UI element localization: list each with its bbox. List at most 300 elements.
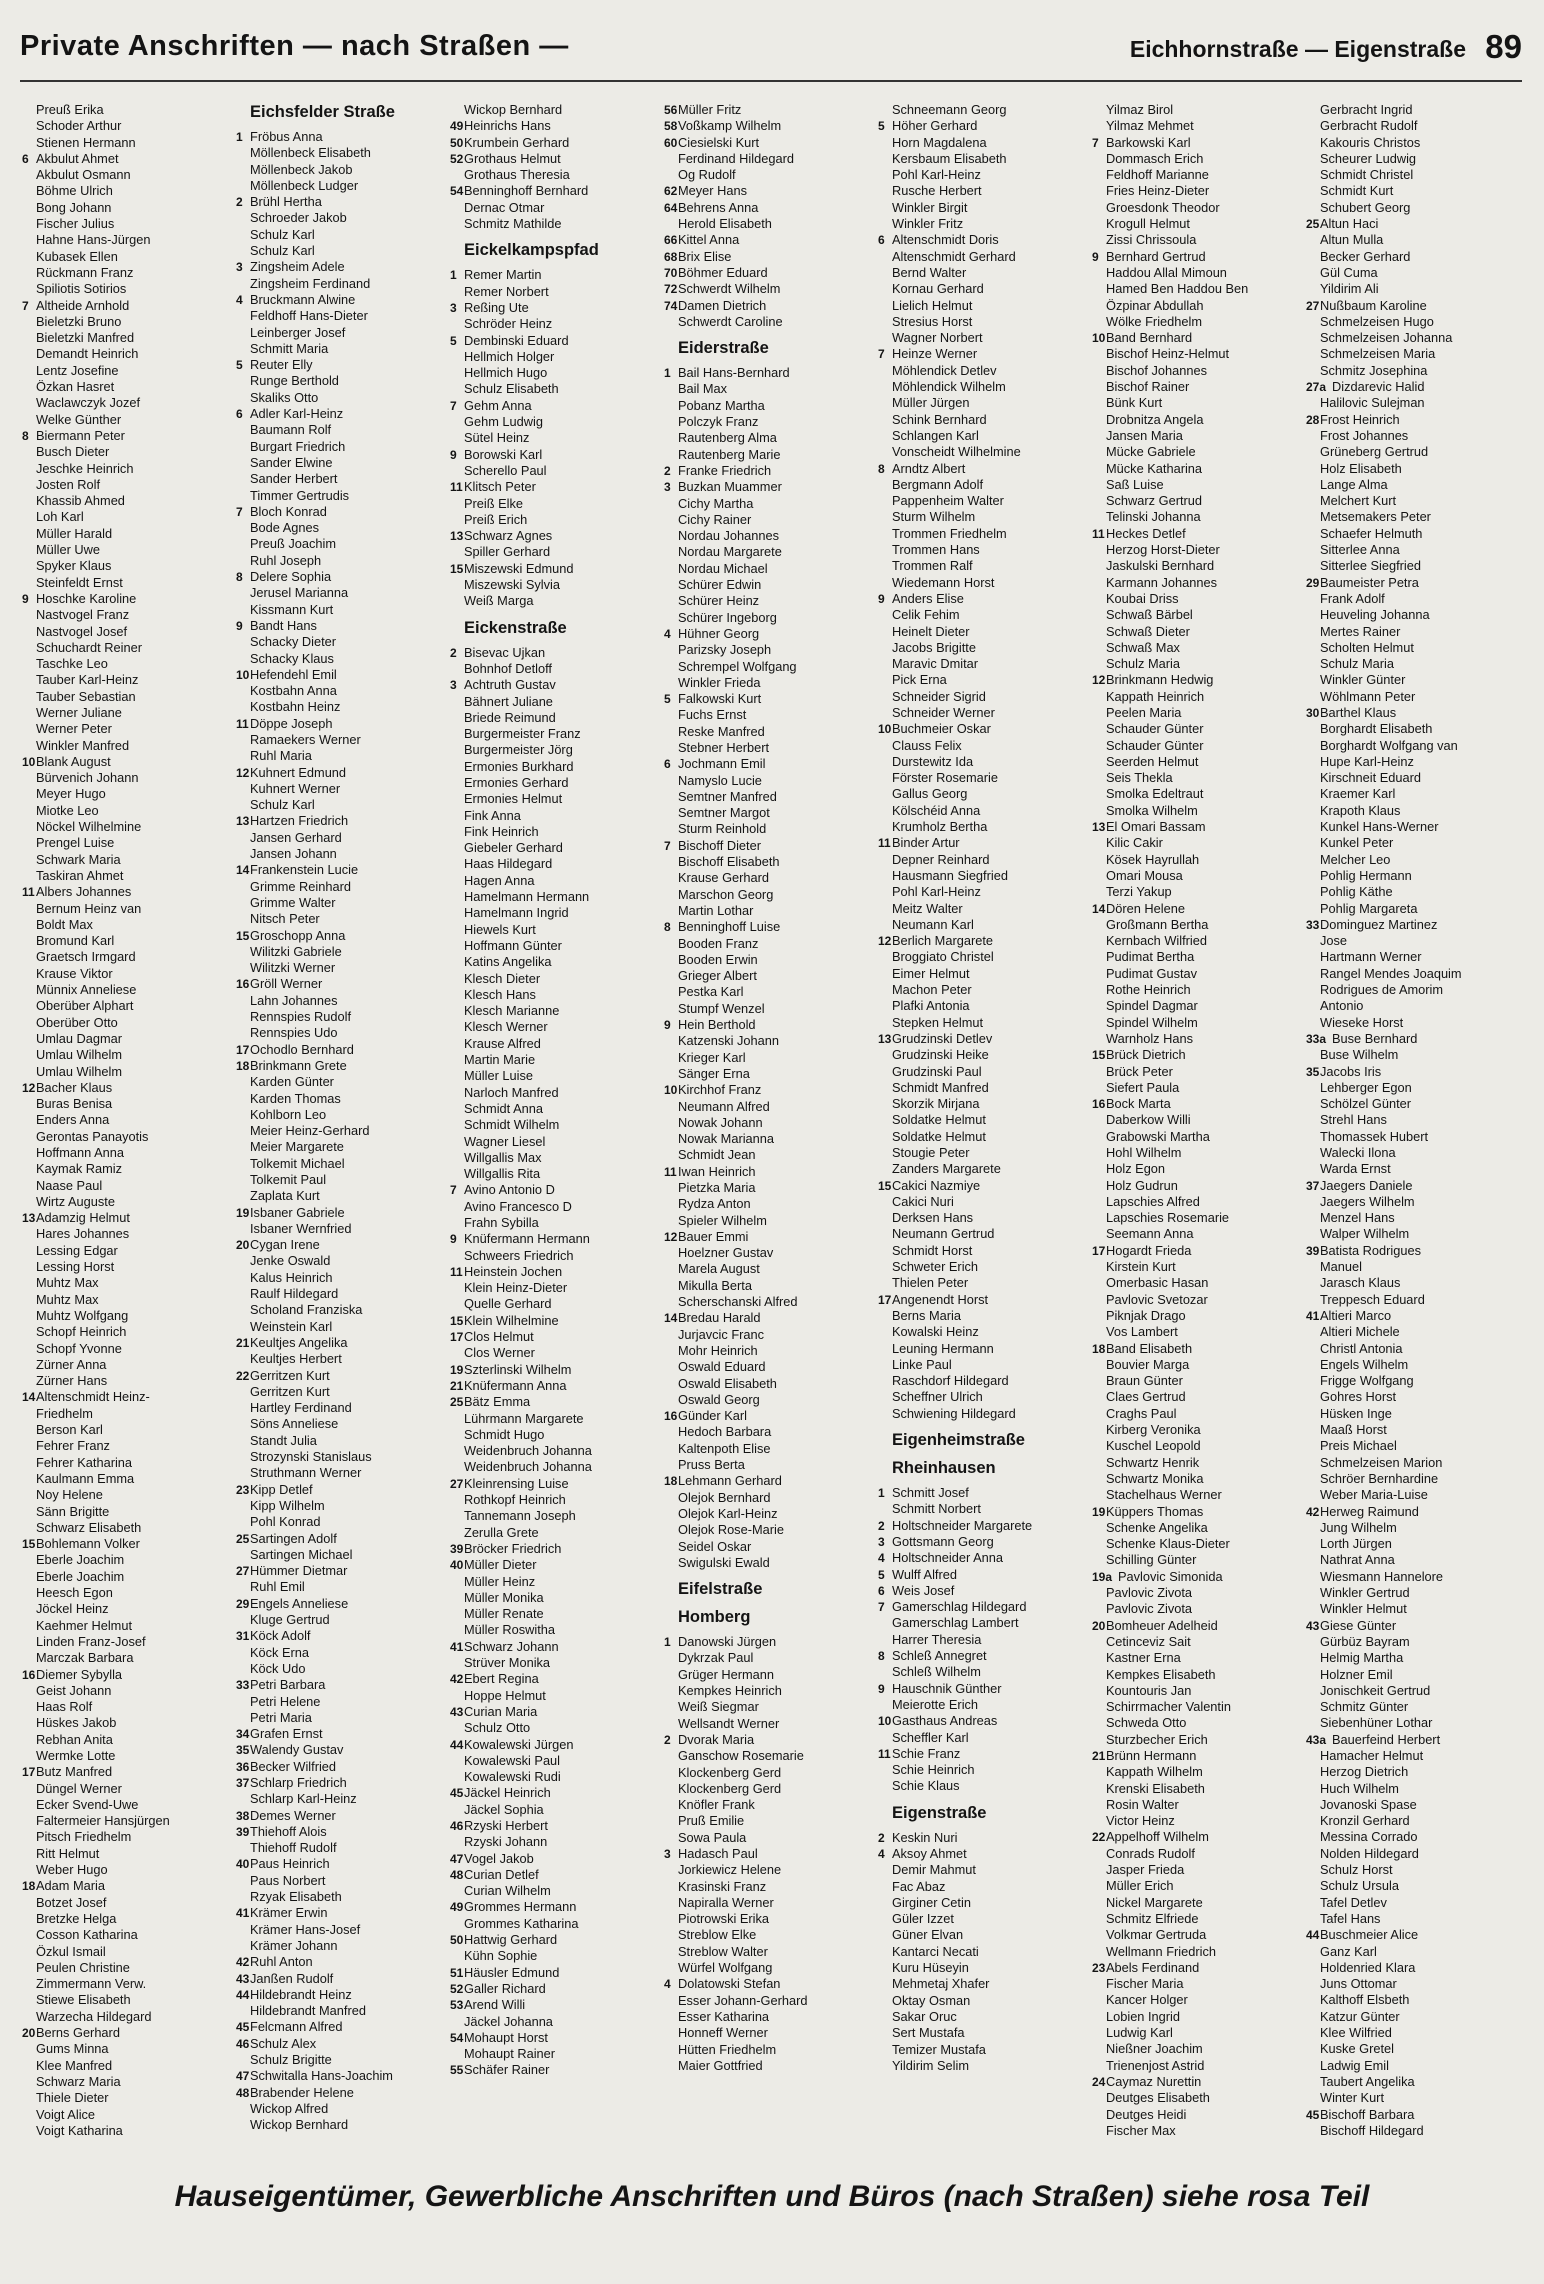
address-entry bbox=[1092, 1422, 1306, 1438]
address-entry bbox=[450, 528, 664, 544]
resident-name: Günder Karl bbox=[678, 1408, 747, 1424]
address-entry bbox=[450, 1769, 664, 1785]
address-entry bbox=[878, 672, 1092, 688]
house-number bbox=[450, 808, 464, 824]
house-number bbox=[236, 1694, 250, 1710]
resident-name: Horn Magdalena bbox=[892, 134, 987, 150]
address-entry bbox=[236, 1107, 450, 1123]
address-entry bbox=[1306, 151, 1520, 167]
house-number bbox=[450, 971, 464, 987]
resident-name: Jarasch Klaus bbox=[1320, 1275, 1401, 1291]
address-entry bbox=[450, 183, 664, 199]
resident-name: Winkler Birgit bbox=[892, 199, 968, 215]
resident-name: Kowalewski Paul bbox=[464, 1752, 561, 1768]
resident-name: Benninghoff Luise bbox=[678, 919, 781, 935]
house-number bbox=[664, 610, 678, 626]
house-number: 1 bbox=[664, 366, 671, 381]
resident-name: Curian Detlef bbox=[464, 1866, 539, 1882]
address-entry bbox=[1092, 493, 1306, 509]
address-entry bbox=[236, 797, 450, 813]
resident-name: Kühn Sophie bbox=[464, 1948, 538, 1964]
resident-name: Isbaner Gabriele bbox=[250, 1204, 345, 1220]
resident-name: Bromund Karl bbox=[36, 933, 115, 949]
resident-name: Buse Wilhelm bbox=[1320, 1047, 1399, 1063]
house-number bbox=[236, 683, 250, 699]
resident-name: Kostbahn Heinz bbox=[250, 699, 341, 715]
address-entry bbox=[1092, 526, 1306, 542]
house-number bbox=[1306, 2009, 1320, 2025]
address-entry bbox=[1092, 183, 1306, 199]
address-entry bbox=[450, 1557, 664, 1573]
house-number bbox=[664, 1748, 678, 1764]
house-number: 5 bbox=[664, 692, 671, 707]
resident-name: Schauder Günter bbox=[1106, 737, 1204, 753]
address-entry bbox=[878, 852, 1092, 868]
resident-name: Delere Sophia bbox=[250, 569, 332, 585]
resident-name: Schmitz Josephina bbox=[1320, 362, 1428, 378]
address-entry bbox=[1092, 1650, 1306, 1666]
house-number bbox=[22, 1813, 36, 1829]
address-entry bbox=[878, 1357, 1092, 1373]
house-number bbox=[22, 786, 36, 802]
house-number bbox=[878, 917, 892, 933]
resident-name: Paus Heinrich bbox=[250, 1856, 330, 1872]
resident-name: Herzog Horst-Dieter bbox=[1106, 542, 1220, 558]
address-entry bbox=[22, 1080, 236, 1096]
house-number bbox=[664, 1392, 678, 1408]
address-entry bbox=[22, 1732, 236, 1748]
resident-name: Weidenbruch Johanna bbox=[464, 1443, 592, 1459]
house-number bbox=[22, 1129, 36, 1145]
house-number: 33 bbox=[1306, 917, 1320, 932]
house-number bbox=[1306, 1047, 1320, 1063]
address-entry bbox=[236, 455, 450, 471]
resident-name: Bruckmann Alwine bbox=[250, 291, 356, 307]
address-entry bbox=[664, 1506, 878, 1522]
resident-name: Cakici Nazmiye bbox=[892, 1177, 981, 1193]
resident-name: Brück Peter bbox=[1106, 1063, 1173, 1079]
resident-name: Zürner Hans bbox=[36, 1373, 108, 1389]
address-entry bbox=[236, 1824, 450, 1840]
address-entry bbox=[878, 1015, 1092, 1031]
house-number: 25 bbox=[450, 1395, 464, 1410]
resident-name: Streblow Walter bbox=[678, 1943, 768, 1959]
address-entry bbox=[1092, 330, 1306, 346]
house-number bbox=[1306, 1846, 1320, 1862]
address-entry bbox=[22, 1601, 236, 1617]
house-number bbox=[450, 938, 464, 954]
resident-name: Schenke Angelika bbox=[1106, 1519, 1208, 1535]
resident-name: Schroeder Jakob bbox=[250, 210, 347, 226]
address-entry bbox=[1306, 183, 1520, 199]
directory-columns bbox=[22, 102, 1522, 2142]
resident-name: Kalthoff Elsbeth bbox=[1320, 1992, 1410, 2008]
address-entry bbox=[22, 672, 236, 688]
house-number bbox=[1092, 1878, 1106, 1894]
resident-name: Stachelhaus Werner bbox=[1106, 1487, 1222, 1503]
address-entry bbox=[1092, 1455, 1306, 1471]
resident-name: Hiewels Kurt bbox=[464, 921, 536, 937]
address-entry bbox=[236, 1465, 450, 1481]
address-entry bbox=[878, 1047, 1092, 1063]
resident-name: Scherello Paul bbox=[464, 462, 547, 478]
resident-name: Kirstein Kurt bbox=[1106, 1259, 1176, 1275]
address-entry bbox=[1306, 1389, 1520, 1405]
house-number bbox=[236, 1710, 250, 1726]
address-entry bbox=[1306, 1732, 1520, 1748]
address-entry bbox=[1092, 1080, 1306, 1096]
address-entry bbox=[664, 512, 878, 528]
house-number bbox=[450, 463, 464, 479]
resident-name: Pohl Karl-Heinz bbox=[892, 884, 981, 900]
address-entry bbox=[1306, 1080, 1520, 1096]
resident-name: Weiß Siegmar bbox=[678, 1699, 759, 1715]
address-entry bbox=[878, 493, 1092, 509]
house-number bbox=[1306, 933, 1320, 949]
resident-name: Schmidt Horst bbox=[892, 1242, 973, 1258]
address-entry bbox=[1306, 395, 1520, 411]
address-entry bbox=[450, 593, 664, 609]
address-entry bbox=[1092, 1487, 1306, 1503]
house-number bbox=[878, 705, 892, 721]
house-number: 8 bbox=[236, 570, 243, 585]
resident-name: Tolkemit Michael bbox=[250, 1155, 345, 1171]
house-number bbox=[22, 1781, 36, 1797]
address-entry bbox=[878, 1194, 1092, 1210]
resident-name: Rennspies Udo bbox=[250, 1025, 338, 1041]
resident-name: Sowa Paula bbox=[678, 1829, 747, 1845]
address-entry bbox=[1306, 1569, 1520, 1585]
house-number bbox=[22, 1976, 36, 1992]
house-number bbox=[450, 1068, 464, 1084]
address-entry bbox=[22, 1764, 236, 1780]
resident-name: Bretzke Helga bbox=[36, 1910, 117, 1926]
house-number bbox=[450, 1085, 464, 1101]
address-entry bbox=[236, 471, 450, 487]
address-entry bbox=[1306, 412, 1520, 428]
address-entry bbox=[1092, 689, 1306, 705]
house-number bbox=[1092, 770, 1106, 786]
resident-name: Band Elisabeth bbox=[1106, 1340, 1193, 1356]
resident-name: Bouvier Marga bbox=[1106, 1356, 1190, 1372]
address-entry bbox=[664, 102, 878, 118]
house-number: 43 bbox=[1306, 1618, 1320, 1633]
resident-name: Schröder Heinz bbox=[464, 316, 553, 332]
house-number: 17 bbox=[22, 1765, 36, 1780]
house-number bbox=[1306, 1764, 1320, 1780]
house-number: 64 bbox=[664, 200, 678, 215]
address-entry bbox=[1092, 1552, 1306, 1568]
house-number bbox=[878, 151, 892, 167]
house-number: 14 bbox=[236, 863, 250, 878]
address-entry bbox=[22, 1275, 236, 1291]
house-number: 21 bbox=[236, 1335, 250, 1350]
house-number bbox=[450, 544, 464, 560]
house-number bbox=[236, 276, 250, 292]
resident-name: Barkowski Karl bbox=[1106, 134, 1191, 150]
address-entry bbox=[1306, 721, 1520, 737]
address-entry bbox=[664, 1359, 878, 1375]
resident-name: Scheffler Karl bbox=[892, 1729, 969, 1745]
house-number: 53 bbox=[450, 1998, 464, 2013]
address-entry bbox=[450, 1541, 664, 1557]
address-entry bbox=[236, 748, 450, 764]
house-number bbox=[1306, 1569, 1320, 1585]
resident-name: Schwiening Hildegard bbox=[892, 1405, 1016, 1421]
house-number bbox=[1306, 1471, 1320, 1487]
resident-name: Hagen Anna bbox=[464, 872, 535, 888]
resident-name: Telinski Johanna bbox=[1106, 509, 1201, 525]
house-number bbox=[1306, 444, 1320, 460]
address-entry bbox=[450, 1264, 664, 1280]
house-number: 8 bbox=[664, 920, 671, 935]
house-number bbox=[878, 314, 892, 330]
house-number bbox=[664, 968, 678, 984]
address-entry bbox=[450, 544, 664, 560]
house-number bbox=[1306, 1813, 1320, 1829]
house-number bbox=[22, 1992, 36, 2008]
house-number bbox=[664, 593, 678, 609]
resident-name: Schwarz Elisabeth bbox=[36, 1519, 142, 1535]
house-number: 41 bbox=[450, 1639, 464, 1654]
resident-name: Schwark Maria bbox=[36, 851, 121, 867]
resident-name: Müller Dieter bbox=[464, 1557, 537, 1573]
address-entry bbox=[236, 194, 450, 210]
address-entry bbox=[450, 118, 664, 134]
address-entry bbox=[1306, 542, 1520, 558]
address-entry bbox=[450, 710, 664, 726]
address-entry bbox=[664, 1213, 878, 1229]
house-number bbox=[450, 661, 464, 677]
house-number bbox=[22, 167, 36, 183]
resident-name: Nolden Hildegard bbox=[1320, 1845, 1419, 1861]
house-number bbox=[22, 689, 36, 705]
resident-name: Rautenberg Alma bbox=[678, 430, 777, 446]
house-number bbox=[1306, 1536, 1320, 1552]
house-number bbox=[22, 1324, 36, 1340]
house-number bbox=[1092, 721, 1106, 737]
resident-name: Klein Wilhelmine bbox=[464, 1312, 559, 1328]
address-entry bbox=[1092, 933, 1306, 949]
address-entry bbox=[1306, 1064, 1520, 1080]
resident-name: Rennspies Rudolf bbox=[250, 1009, 352, 1025]
resident-name: Schwarz Agnes bbox=[464, 528, 553, 544]
resident-name: Mehmetaj Xhafer bbox=[892, 1976, 990, 1992]
address-entry bbox=[236, 1025, 450, 1041]
resident-name: Pohlig Käthe bbox=[1320, 884, 1393, 900]
address-entry bbox=[1306, 966, 1520, 982]
address-entry bbox=[236, 1139, 450, 1155]
address-entry bbox=[22, 1585, 236, 1601]
house-number: 23 bbox=[1092, 1960, 1106, 1975]
house-number bbox=[22, 102, 36, 118]
house-number bbox=[878, 1145, 892, 1161]
resident-name: Pietzka Maria bbox=[678, 1180, 756, 1195]
resident-name: Hauschnik Günther bbox=[892, 1680, 1002, 1696]
address-entry bbox=[1092, 1145, 1306, 1161]
house-number bbox=[236, 1351, 250, 1367]
resident-name: Rzyski Johann bbox=[464, 1834, 548, 1850]
house-number bbox=[22, 1601, 36, 1617]
house-number bbox=[1092, 2123, 1106, 2139]
resident-name: Möllenbeck Ludger bbox=[250, 177, 359, 193]
house-number: 18 bbox=[1092, 1341, 1106, 1356]
house-number bbox=[236, 1302, 250, 1318]
resident-name: Pavlovic Zivota bbox=[1106, 1601, 1193, 1617]
resident-name: Krapoth Klaus bbox=[1320, 802, 1401, 818]
house-number bbox=[450, 1296, 464, 1312]
address-entry bbox=[878, 412, 1092, 428]
resident-name: Kempkes Heinrich bbox=[678, 1683, 782, 1699]
address-entry bbox=[22, 2107, 236, 2123]
house-number: 7 bbox=[878, 1600, 885, 1615]
house-number bbox=[450, 759, 464, 775]
house-number bbox=[878, 1341, 892, 1357]
house-number bbox=[22, 721, 36, 737]
resident-name: Maravic Dmitar bbox=[892, 656, 979, 672]
resident-name: Schürer Heinz bbox=[678, 593, 760, 609]
address-entry bbox=[664, 1960, 878, 1976]
house-number bbox=[236, 781, 250, 797]
address-entry bbox=[22, 917, 236, 933]
address-entry bbox=[1306, 1161, 1520, 1177]
address-entry bbox=[664, 1879, 878, 1895]
resident-name: Schmelzeisen Marion bbox=[1320, 1454, 1443, 1470]
house-number bbox=[878, 1275, 892, 1291]
address-entry bbox=[878, 738, 1092, 754]
house-number bbox=[1306, 1389, 1320, 1405]
house-number bbox=[1306, 1438, 1320, 1454]
house-number bbox=[450, 2046, 464, 2062]
address-entry bbox=[878, 933, 1092, 949]
resident-name: Frankenstein Lucie bbox=[250, 862, 359, 878]
house-number bbox=[1092, 591, 1106, 607]
resident-name: Hühner Georg bbox=[678, 625, 760, 641]
address-entry bbox=[450, 1199, 664, 1215]
house-number bbox=[1092, 1585, 1106, 1601]
house-number bbox=[450, 922, 464, 938]
resident-name: Piknjak Drago bbox=[1106, 1307, 1186, 1323]
resident-name: Kuhnert Werner bbox=[250, 780, 341, 796]
house-number bbox=[664, 1147, 678, 1163]
house-number bbox=[22, 1846, 36, 1862]
address-entry bbox=[1092, 1226, 1306, 1242]
address-entry bbox=[878, 949, 1092, 965]
house-number bbox=[1092, 428, 1106, 444]
directory-column-3 bbox=[450, 102, 664, 2142]
house-number bbox=[22, 2009, 36, 2025]
resident-name: Nickel Margarete bbox=[1106, 1894, 1203, 1910]
house-number bbox=[236, 846, 250, 862]
resident-name: Schmitz Elfriede bbox=[1106, 1910, 1199, 1926]
resident-name: Kernbach Wilfried bbox=[1106, 933, 1207, 949]
house-number: 21 bbox=[1092, 1748, 1106, 1763]
address-entry bbox=[664, 398, 878, 414]
address-entry bbox=[878, 314, 1092, 330]
house-number bbox=[1092, 1813, 1106, 1829]
house-number bbox=[1306, 1210, 1320, 1226]
house-number: 6 bbox=[878, 233, 885, 248]
address-entry bbox=[1306, 2009, 1520, 2025]
resident-name: Schwaß Dieter bbox=[1106, 623, 1190, 639]
house-number bbox=[1306, 1520, 1320, 1536]
address-entry bbox=[22, 1634, 236, 1650]
address-entry bbox=[664, 1294, 878, 1310]
address-entry bbox=[450, 430, 664, 446]
house-number bbox=[22, 1944, 36, 1960]
resident-name: Bohnhof Detloff bbox=[464, 660, 552, 676]
resident-name: Brühl Hertha bbox=[250, 194, 322, 210]
house-number: 9 bbox=[878, 1681, 885, 1696]
resident-name: Schauder Günter bbox=[1106, 721, 1204, 737]
address-entry bbox=[22, 1699, 236, 1715]
address-entry bbox=[878, 835, 1092, 851]
resident-name: Clos Helmut bbox=[464, 1329, 534, 1345]
resident-name: Schulz Ursula bbox=[1320, 1878, 1399, 1894]
address-entry bbox=[236, 1400, 450, 1416]
resident-name: Mohaupt Rainer bbox=[464, 2046, 556, 2062]
resident-name: Neumann Alfred bbox=[678, 1098, 770, 1114]
resident-name: Adam Maria bbox=[36, 1878, 105, 1894]
resident-name: Deutges Elisabeth bbox=[1106, 2090, 1210, 2106]
resident-name: Trommen Friedhelm bbox=[892, 525, 1007, 541]
house-number bbox=[878, 624, 892, 640]
resident-name: Bock Marta bbox=[1106, 1096, 1171, 1112]
house-number bbox=[878, 1015, 892, 1031]
address-entry bbox=[1092, 672, 1306, 688]
address-entry bbox=[450, 577, 664, 593]
house-number: 31 bbox=[236, 1629, 250, 1644]
address-entry bbox=[664, 1457, 878, 1473]
resident-name: Köck Udo bbox=[250, 1660, 306, 1676]
resident-name: Kissmann Kurt bbox=[250, 601, 334, 617]
house-number bbox=[878, 363, 892, 379]
address-entry bbox=[664, 298, 878, 314]
address-entry bbox=[878, 786, 1092, 802]
house-number: 54 bbox=[450, 2030, 464, 2045]
address-entry bbox=[1092, 1161, 1306, 1177]
resident-name: Welke Günther bbox=[36, 411, 122, 427]
address-entry bbox=[1092, 656, 1306, 672]
address-entry bbox=[22, 575, 236, 591]
house-number bbox=[1306, 852, 1320, 868]
address-entry bbox=[664, 1229, 878, 1245]
resident-name: Fischer Maria bbox=[1106, 1976, 1184, 1992]
resident-name: Piotrowski Erika bbox=[678, 1911, 770, 1927]
resident-name: Bähnert Juliane bbox=[464, 693, 553, 709]
house-number bbox=[878, 640, 892, 656]
resident-name: Bischoff Elisabeth bbox=[678, 854, 780, 870]
address-entry bbox=[664, 314, 878, 330]
house-number: 8 bbox=[878, 1649, 885, 1664]
house-number bbox=[664, 1376, 678, 1392]
house-number bbox=[664, 1180, 678, 1196]
house-number: 11 bbox=[664, 1164, 677, 1179]
house-number bbox=[22, 640, 36, 656]
resident-name: Schilling Günter bbox=[1106, 1552, 1197, 1568]
house-number bbox=[1306, 330, 1320, 346]
house-number bbox=[450, 316, 464, 332]
resident-name: Remer Martin bbox=[464, 267, 542, 283]
address-entry bbox=[878, 118, 1092, 134]
resident-name: Ritt Helmut bbox=[36, 1845, 100, 1861]
address-entry bbox=[22, 444, 236, 460]
address-entry bbox=[878, 1518, 1092, 1534]
house-number: 19a bbox=[1092, 1569, 1113, 1584]
address-entry bbox=[22, 738, 236, 754]
address-entry bbox=[22, 1015, 236, 1031]
resident-name: Hoffmann Günter bbox=[464, 937, 562, 953]
